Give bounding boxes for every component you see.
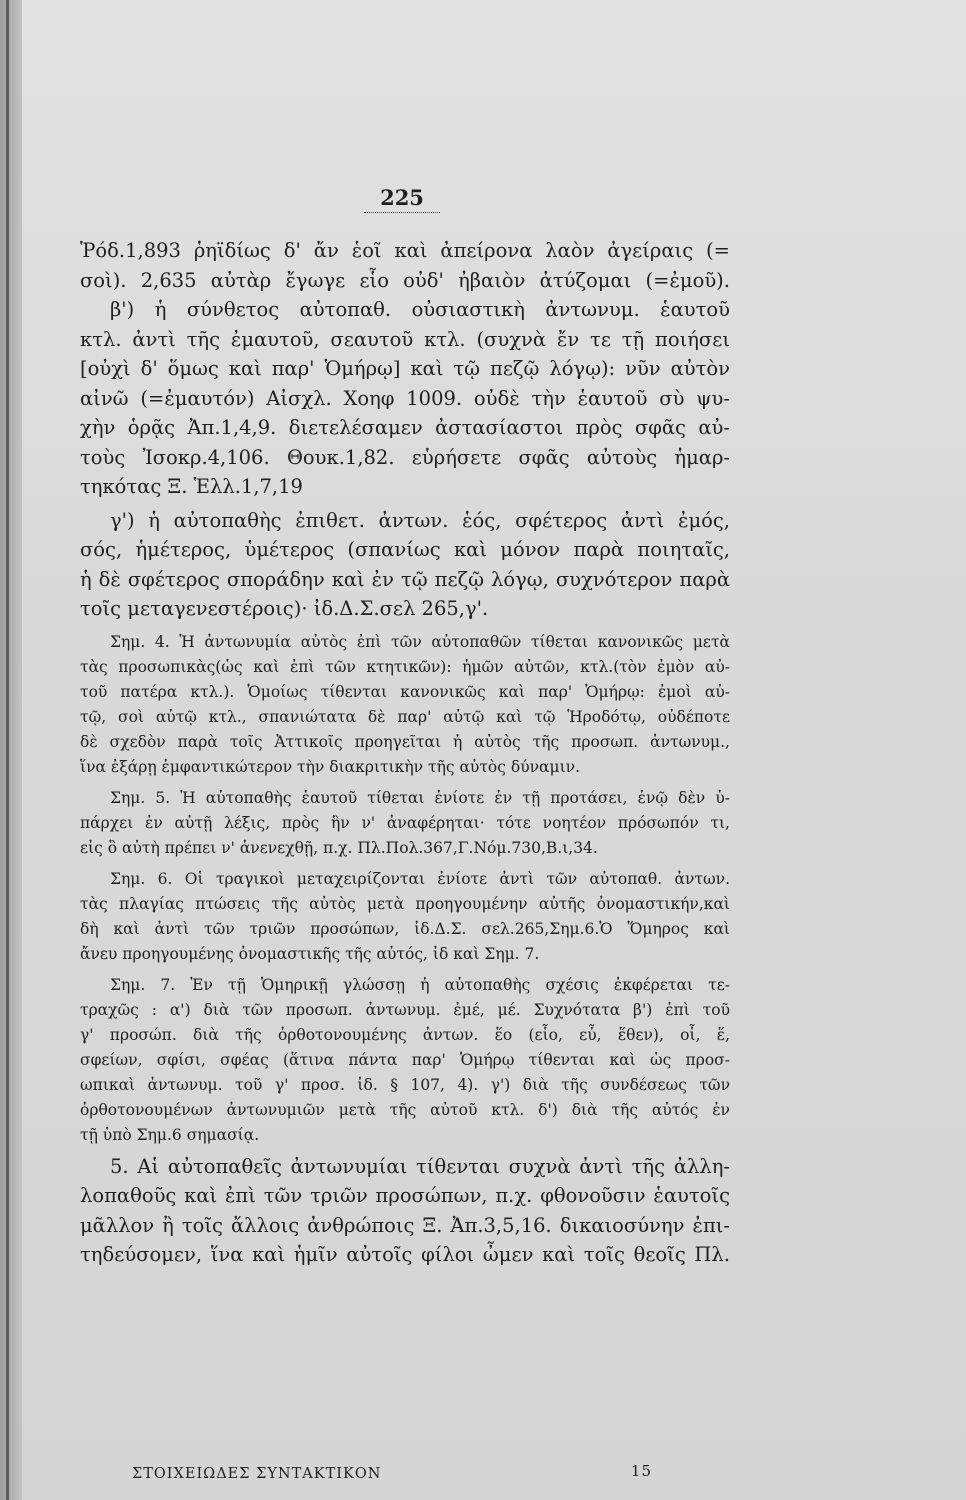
note-line: ωπικαὶ ἀντωνυμ. τοῦ γ' προσ. ἰδ. § 107, 4). γ') διὰ τῆς συνδέσεως τῶν <box>80 1075 730 1094</box>
text-line: σός, ἡμέτερος, ὑμέτερος (σπανίως καὶ μόνον παρὰ ποιηταῖς, <box>80 538 730 561</box>
note-line: εἰς ὃ αὐτὴ πρέπει ν' ἀνενεχθῇ, π.χ. Πλ.Πολ.367,Γ.Νόμ.730,Β.ι,34. <box>80 838 598 857</box>
text-line: Ῥόδ.1,893 ῥηϊδίως δ' ἄν ἑοῖ καὶ ἀπείρονα λαὸν ἀγείραις (= <box>80 239 730 262</box>
note-6 <box>80 867 730 967</box>
note-line: γ' προσώπ. διὰ τῆς ὀρθοτονουμένης ἀντων. ἕο (εἷο, εὖ, ἕθεν), οἷ, ἕ, <box>80 1025 730 1044</box>
text-line: τοὺς Ἰσοκρ.4,106. Θουκ.1,82. εὑρήσετε σφᾶς αὐτοὺς ἡμαρ- <box>80 445 730 469</box>
note-line: τῷ, σοὶ αὐτῷ κτλ., σπανιώτατα δὲ παρ' αὐτῷ καὶ τῷ Ἡροδότῳ, οὐδέποτε <box>80 707 730 726</box>
text-line: γ') ἡ αὐτοπαθὴς ἐπιθετ. ἀντων. ἑός, σφέτερος ἀντὶ ἐμός, <box>110 508 730 532</box>
note-line: τὰς πλαγίας πτώσεις τῆς αὐτὸς μετὰ προηγουμένην αὐτῆς ὀνομαστικήν,καὶ <box>80 894 730 913</box>
text-line: χὴν ὁρᾷς Ἀπ.1,4,9. διετελέσαμεν ἀστασίαστοι πρὸς σφᾶς αὐ- <box>80 416 730 439</box>
note-line: ἵνα ἐξάρῃ ἐμφαντικώτερον τὴν διακριτικὴν τῆς αὐτὸς δύναμιν. <box>80 757 581 776</box>
note-4 <box>80 630 730 780</box>
note-5 <box>80 786 730 861</box>
book-page <box>22 0 966 1500</box>
note-line: ἄνευ προηγουμένης ὀνομαστικῆς τῆς αὐτός, ἰδ καὶ Σημ. 7. <box>80 944 540 963</box>
text-line: τηκότας Ξ. Ἑλλ.1,7,19 <box>80 475 303 498</box>
text-line: τοῖς μεταγενεστέροις)· ἰδ.Δ.Σ.σελ 265,γ'. <box>80 597 489 620</box>
note-line: τὰς προσωπικὰς(ὡς καὶ ἐπὶ τῶν κτητικῶν): ἡμῶν αὐτῶν, κτλ.(τὸν ἐμὸν αὐ- <box>80 657 730 676</box>
note-7 <box>80 973 730 1148</box>
note-line: δὲ σχεδὸν παρὰ τοῖς Ἀττικοῖς προηγεῖται ἡ αὐτὸς τῆς προσωπ. ἀντωνυμ., <box>80 732 730 751</box>
note-line: πάρχει ἐν αὐτῇ λέξις, πρὸς ἣν ν' ἀναφέρηται· τότε νοητέον πρόσωπόν τι, <box>80 813 730 832</box>
note-line: τοῦ πατέρα κτλ.). Ὁμοίως τίθενται κανονικῶς καὶ παρ' Ὁμήρῳ: ἐμοὶ αὐ- <box>80 682 730 701</box>
text-line: αἰνῶ (=ἐμαυτόν) Αἰσχλ. Χοηφ 1009. οὐδὲ τὴν ἑαυτοῦ σὺ ψυ- <box>80 386 730 410</box>
text-line: σοὶ). 2,635 αὐτὰρ ἔγωγε εἷο οὐδ' ἠβαιὸν ἀτύζομαι (=ἐμοῦ). <box>80 268 730 292</box>
paragraph-block-2 <box>80 506 730 624</box>
binding-edge <box>6 0 9 1500</box>
text-line: τηδεύσομεν, ἵνα καὶ ἡμῖν αὐτοῖς φίλοι ὦμεν καὶ τοῖς θεοῖς Πλ. <box>80 1243 730 1266</box>
text-line: ἡ δὲ σφέτερος σποράδην καὶ ἐν τῷ πεζῷ λόγῳ, συχνότερον παρὰ <box>80 567 730 591</box>
note-line: Σημ. 7. Ἐν τῇ Ὁμηρικῇ γλώσσῃ ἡ αὐτοπαθὴς σχέσις ἐκφέρεται τε- <box>110 975 730 994</box>
text-line: λοπαθοῦς καὶ ἐπὶ τῶν τριῶν προσώπων, π.χ. φθονοῦσιν ἑαυτοῖς <box>80 1184 730 1207</box>
text-line: κτλ. ἀντὶ τῆς ἐμαυτοῦ, σεαυτοῦ κτλ. (συχνὰ ἔν τε τῇ ποιήσει <box>80 327 730 351</box>
note-line: Σημ. 4. Ἡ ἀντωνυμία αὐτὸς ἐπὶ τῶν αὐτοπαθῶν τίθεται κανονικῶς μετὰ <box>110 632 730 651</box>
footer-title: ΣΤΟΙΧΕΙΩΔΕΣ ΣΥΝΤΑΚΤΙΚΟΝ <box>132 1466 382 1482</box>
page-number: 225 <box>380 185 424 210</box>
text-line: μᾶλλον ἢ τοῖς ἄλλοις ἀνθρώποις Ξ. Ἀπ.3,5,16. δικαιοσύνην ἐπι- <box>80 1213 730 1237</box>
note-line: δὴ καὶ ἀντὶ τῶν τριῶν προσώπων, ἰδ.Δ.Σ. σελ.265,Σημ.6.Ὁ Ὅμηρος καὶ <box>80 919 730 938</box>
text-line: β') ἡ σύνθετος αὐτοπαθ. οὐσιαστικὴ ἀντωνυμ. ἑαυτοῦ <box>110 298 730 321</box>
page-text <box>80 236 730 1270</box>
note-line: Σημ. 6. Οἱ τραγικοὶ μεταχειρίζονται ἐνίοτε ἀντὶ τῶν αὐτοπαθ. ἀντων. <box>110 869 730 888</box>
paragraph-block-3 <box>80 1152 730 1270</box>
page-number-rule <box>364 212 440 213</box>
note-line: σφείων, σφίσι, σφέας (ἅτινα πάντα παρ' Ὁμήρῳ τίθενται καὶ ὡς προσ- <box>80 1050 730 1069</box>
signature-mark: 15 <box>630 1462 652 1480</box>
note-line: τραχῶς : α') διὰ τῶν προσωπ. ἀντωνυμ. ἐμέ, μέ. Συχνότατα β') ἐπὶ τοῦ <box>80 1000 730 1019</box>
note-line: ὀρθοτονουμένων ἀντωνυμιῶν μετὰ τῆς αὐτοῦ κτλ. δ') διὰ τῆς αὐτός ἐν <box>80 1100 730 1119</box>
text-line: [οὐχὶ δ' ὅμως καὶ παρ' Ὁμήρῳ] καὶ τῷ πεζῷ λόγῳ): νῦν αὐτὸν <box>80 357 730 380</box>
note-line: τῇ ὑπὸ Σημ.6 σημασίᾳ. <box>80 1125 260 1144</box>
paragraph-block-1 <box>80 236 730 502</box>
text-line: 5. Αἱ αὐτοπαθεῖς ἀντωνυμίαι τίθενται συχνὰ ἀντὶ τῆς ἀλλη- <box>110 1154 730 1178</box>
note-line: Σημ. 5. Ἡ αὐτοπαθὴς ἑαυτοῦ τίθεται ἐνίοτε ἐν τῇ προτάσει, ἐνῷ δὲν ὑ- <box>110 788 730 807</box>
